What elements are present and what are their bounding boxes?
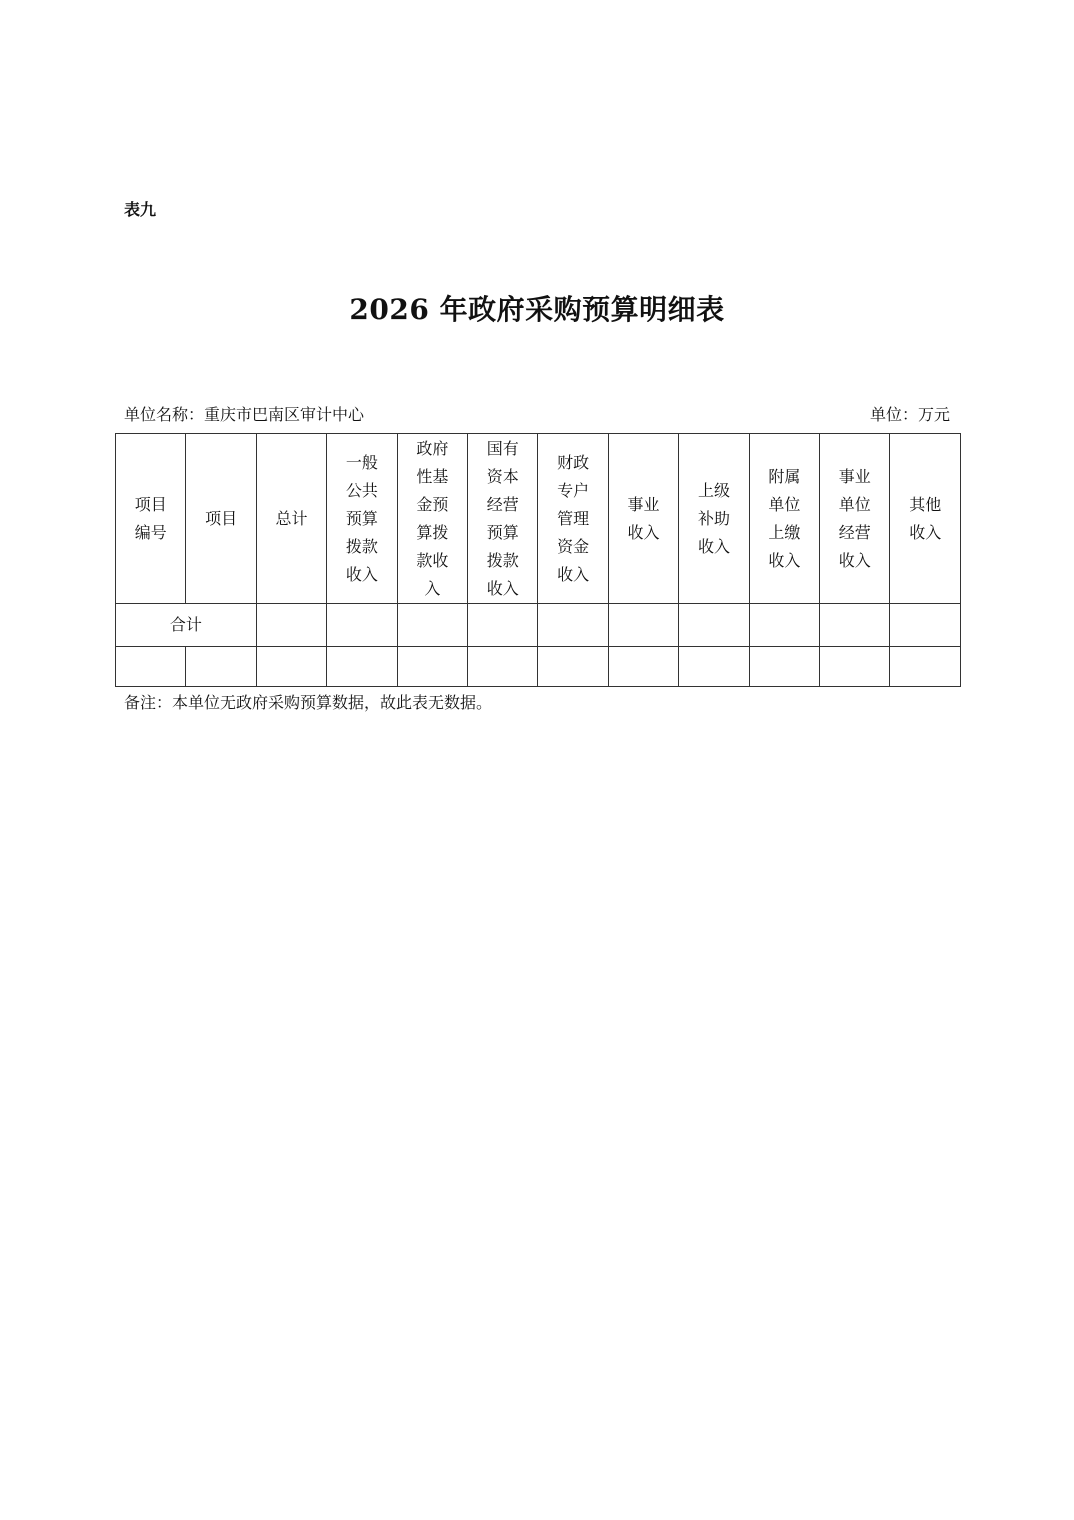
col-header-gov-fund: 政府 性基 金预 算拨 款收 入: [397, 434, 467, 604]
col-header-unit-operating: 事业 单位 经营 收入: [820, 434, 890, 604]
col-header-affiliate-turnover: 附属 单位 上缴 收入: [749, 434, 819, 604]
total-row: [116, 604, 961, 647]
unit-label: 单位：万元: [869, 405, 950, 424]
col-header-total: 总计: [256, 434, 326, 604]
col-header-fiscal-account: 财政 专户 管理 资金 收入: [538, 434, 608, 604]
table-cell: [820, 604, 890, 647]
table-header-row: [116, 434, 961, 604]
table-cell: [820, 647, 890, 687]
page-title: 2026 年政府采购预算明细表: [349, 293, 725, 326]
table-cell: [749, 604, 819, 647]
table-cell: [538, 647, 608, 687]
unit-name: 单位名称：重庆市巴南区审计中心: [124, 405, 365, 424]
table-cell: [608, 604, 678, 647]
table-cell: [256, 604, 326, 647]
col-header-business-income: 事业 收入: [608, 434, 678, 604]
table-cell: [256, 647, 326, 687]
table-label: 表九: [124, 200, 157, 219]
table-cell: [116, 647, 186, 687]
table-cell: [679, 604, 749, 647]
table-cell: [890, 647, 961, 687]
table-cell: [327, 647, 397, 687]
table-cell: [679, 647, 749, 687]
col-header-project: 项目: [186, 434, 256, 604]
table-cell: [397, 647, 467, 687]
table-cell: [397, 604, 467, 647]
meta-row: [124, 402, 950, 425]
table-cell: [468, 647, 538, 687]
table-note: 备注：本单位无政府采购预算数据，故此表无数据。: [124, 693, 493, 712]
table-cell: [538, 604, 608, 647]
col-header-general-budget: 一般 公共 预算 拨款 收入: [327, 434, 397, 604]
table-cell: [468, 604, 538, 647]
budget-table: [115, 433, 961, 687]
table-cell: [186, 647, 256, 687]
total-label: 合计: [116, 604, 257, 647]
col-header-project-code: 项目 编号: [116, 434, 186, 604]
table-cell: [749, 647, 819, 687]
table-cell: [890, 604, 961, 647]
table-cell: [608, 647, 678, 687]
col-header-other-income: 其他 收入: [890, 434, 961, 604]
table-row: [116, 647, 961, 687]
col-header-superior-subsidy: 上级 补助 收入: [679, 434, 749, 604]
table-cell: [327, 604, 397, 647]
col-header-state-capital: 国有 资本 经营 预算 拨款 收入: [468, 434, 538, 604]
